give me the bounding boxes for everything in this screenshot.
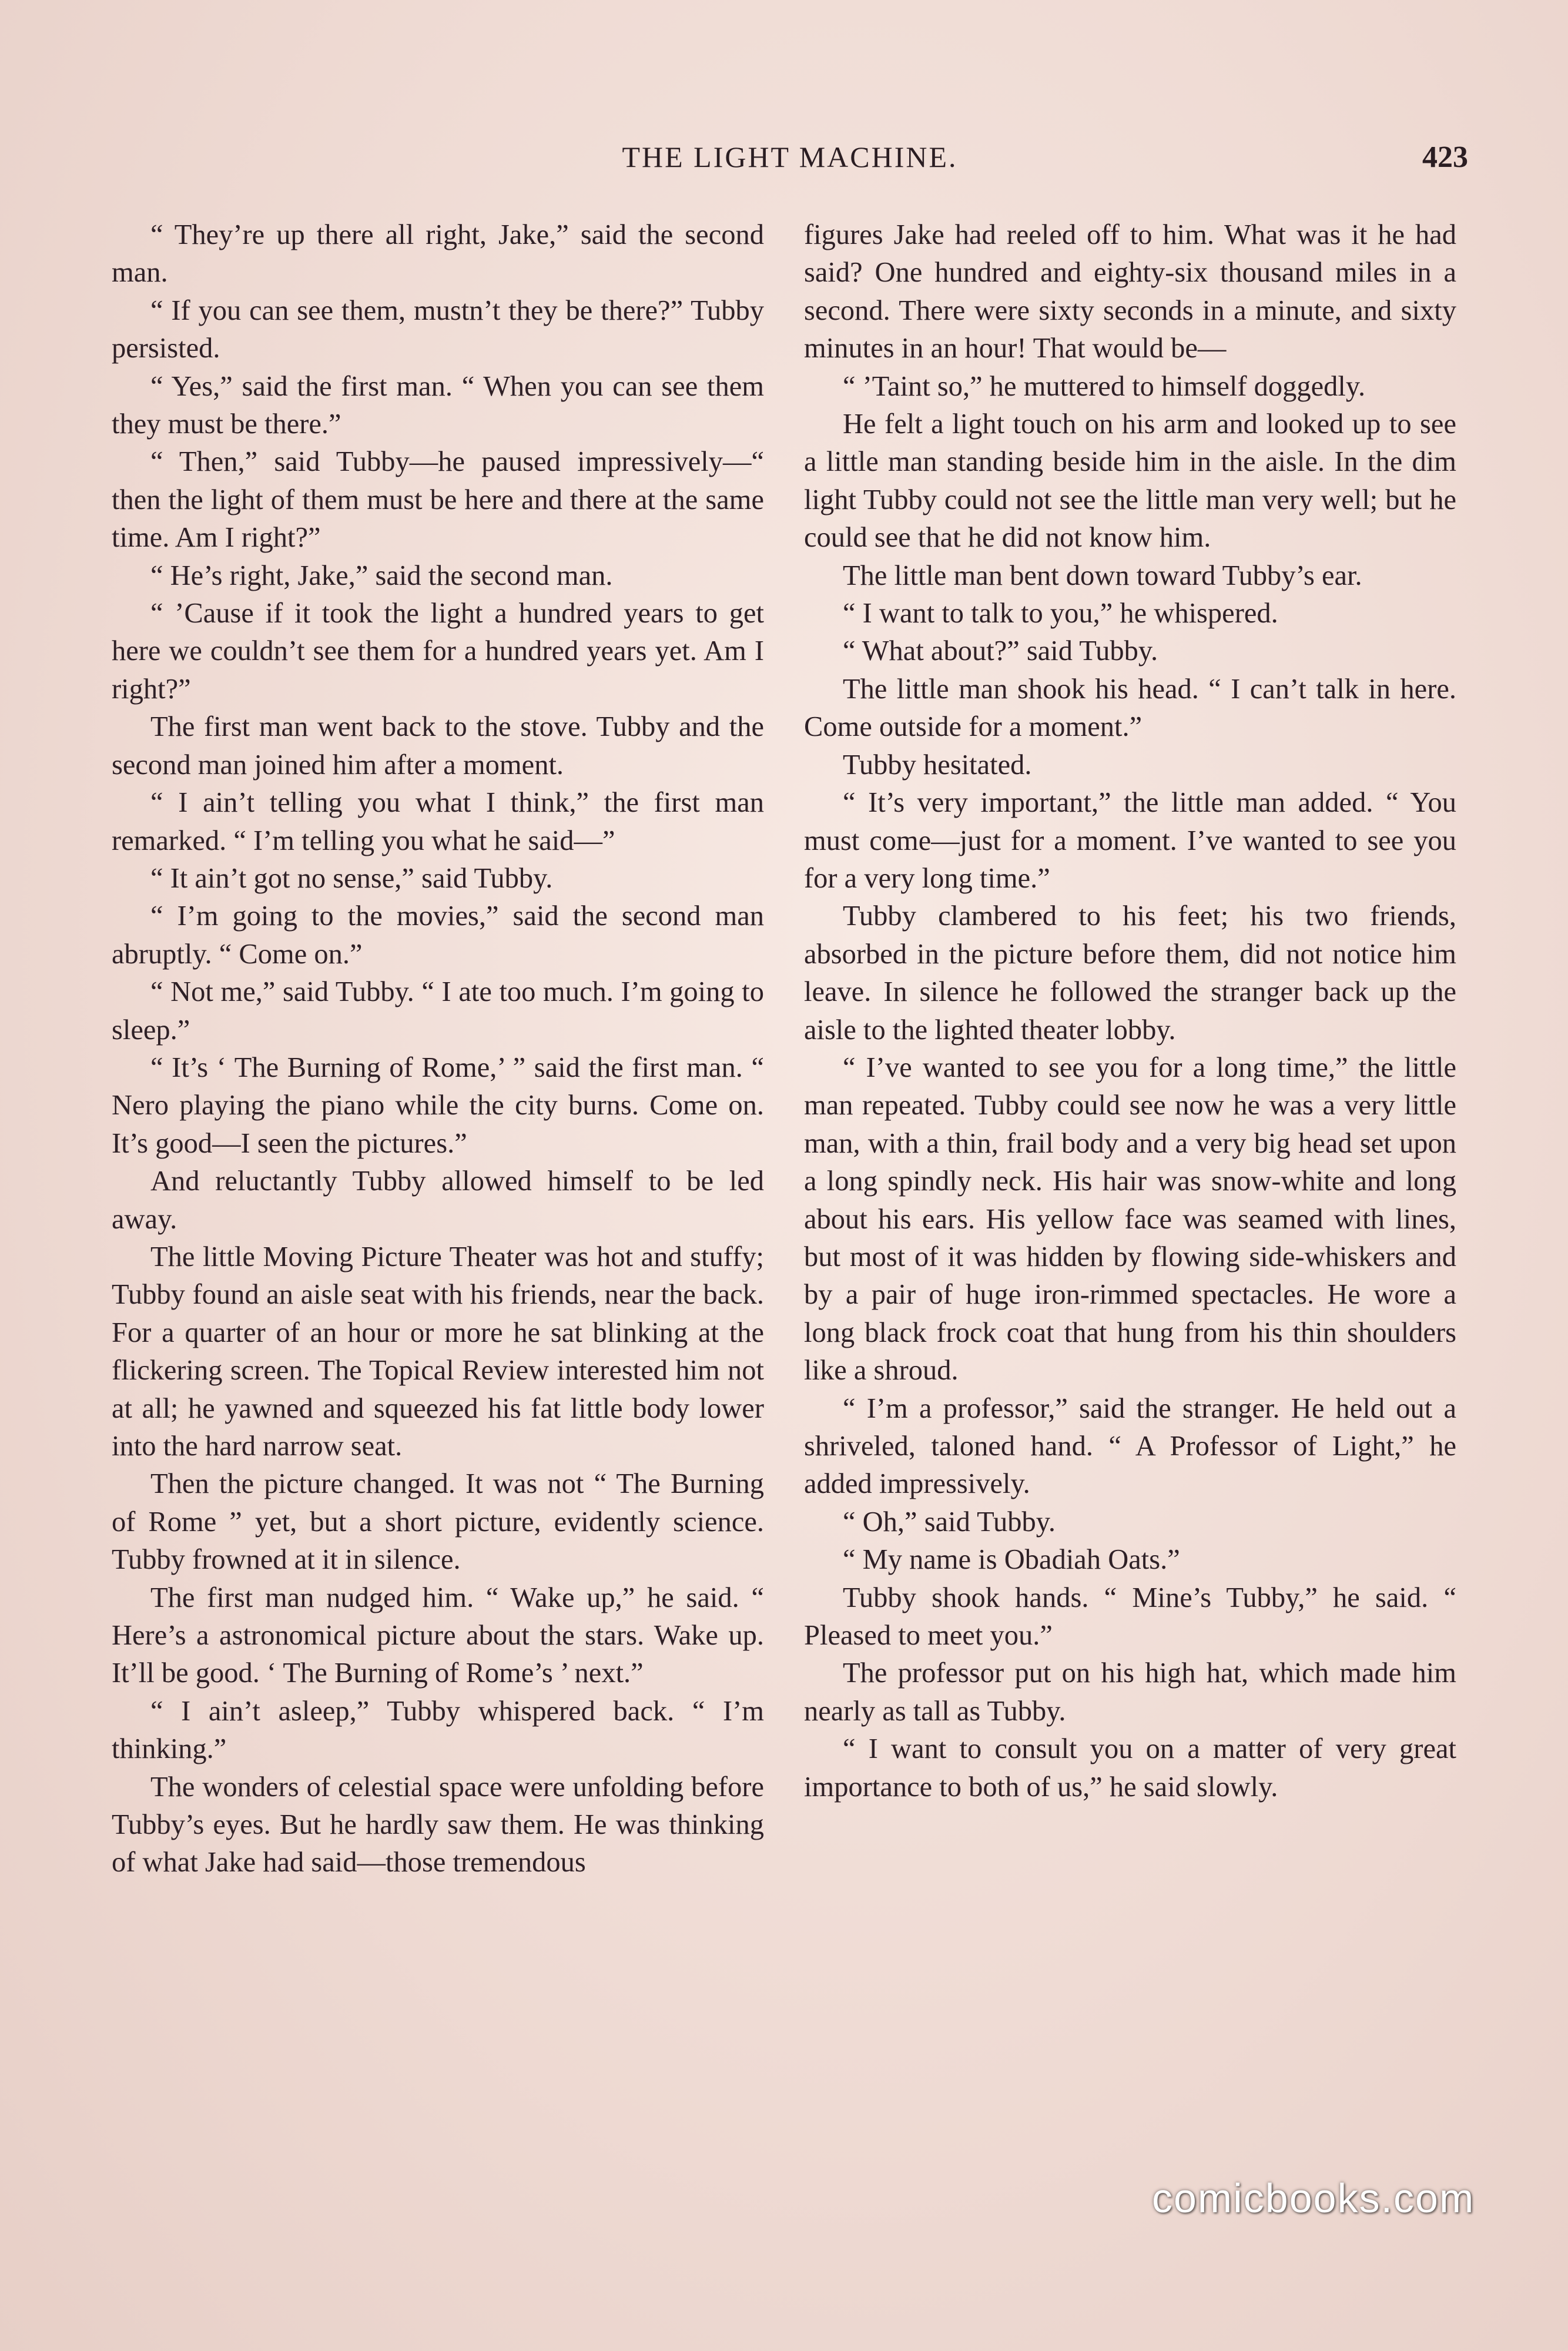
paragraph: The professor put on his high hat, which made him nearly as tall as Tubby.: [804, 1657, 1456, 1727]
paragraph: “ I’m a professor,” said the stranger. He held out a shriveled, taloned hand. “ A Professor of Light,” he added impressively.: [804, 1392, 1456, 1500]
paragraph: figures Jake had reeled off to him. What was it he had said? One hundred and eighty-six thousand miles in a second. There were sixty seconds in a minute, and sixty minutes in an hour! That would be—: [804, 219, 1456, 364]
paragraph: “ ’Taint so,” he muttered to himself doggedly.: [843, 370, 1366, 402]
paragraph: “ They’re up there all right, Jake,” said the second man.: [112, 219, 764, 289]
paragraph: Tubby clambered to his feet; his two friends, absorbed in the picture before them, did not notice him leave. In silence he followed the stranger back up the aisle to the lighted theater lobby.: [804, 900, 1456, 1046]
paragraph: “ I’ve wanted to see you for a long time,” the little man repeated. Tubby could see now he was a very little man, with a thin, frail body and a very big head set upon a long spindly neck. His hair was snow-white and long about his ears. His yellow face was seamed with lines, but most of it was hidden by flowing side-whiskers and by a pair of huge iron-rimmed spectacles. He wore a long black frock coat that hung from his thin shoulders like a shroud.: [804, 1051, 1456, 1387]
paragraph: Then the picture changed. It was not “ The Burning of Rome ” yet, but a short picture, evidently science. Tubby frowned at it in silence.: [112, 1468, 764, 1576]
paragraph: “ Then,” said Tubby—he paused impressively—“ then the light of them must be here and there at the same time. Am I right?”: [112, 446, 764, 554]
paragraph: “ He’s right, Jake,” said the second man.: [150, 560, 613, 591]
paragraph: The little man bent down toward Tubby’s ear.: [843, 560, 1362, 591]
paragraph: The first man went back to the stove. Tubby and the second man joined him after a moment.: [112, 711, 764, 781]
paragraph: The first man nudged him. “ Wake up,” he said. “ Here’s a astronomical picture about the stars. Wake up. It’ll be good. ‘ The Burning of Rome’s ’ next.”: [112, 1582, 764, 1689]
paragraph: “ I want to consult you on a matter of very great importance to both of us,” he said slowly.: [804, 1733, 1456, 1803]
paragraph: The little Moving Picture Theater was hot and stuffy; Tubby found an aisle seat with his friends, near the back. For a quarter of an hour or more he sat blinking at the flickering screen. The Topical Review interested him not at all; he yawned and squeezed his fat little body lower into the hard narrow seat.: [112, 1241, 764, 1462]
paragraph: “ Oh,” said Tubby.: [843, 1506, 1056, 1538]
paragraph: Tubby hesitated.: [843, 749, 1032, 781]
paragraph: “ It ain’t got no sense,” said Tubby.: [150, 862, 553, 894]
paragraph: “ If you can see them, mustn’t they be there?” Tubby persisted.: [112, 294, 764, 364]
right-column: [804, 216, 1456, 1806]
page-number: 423: [1422, 140, 1468, 174]
paragraph: “ It’s very important,” the little man added. “ You must come—just for a moment. I’ve wanted to see you for a very long time.”: [804, 787, 1456, 894]
paragraph: He felt a light touch on his arm and looked up to see a little man standing beside him in the aisle. In the dim light Tubby could not see the little man very well; but he could see that he did not know him.: [804, 408, 1456, 554]
paragraph: “ I’m going to the movies,” said the second man abruptly. “ Come on.”: [112, 900, 764, 970]
paragraph: The little man shook his head. “ I can’t talk in here. Come outside for a moment.”: [804, 673, 1456, 743]
left-column: [112, 216, 764, 1882]
paragraph: “ Not me,” said Tubby. “ I ate too much. I’m going to sleep.”: [112, 976, 764, 1046]
paragraph: Tubby shook hands. “ Mine’s Tubby,” he said. “ Pleased to meet you.”: [804, 1582, 1456, 1652]
paragraph: “ ’Cause if it took the light a hundred years to get here we couldn’t see them for a hundred years yet. Am I right?”: [112, 598, 764, 705]
paragraph: “ I ain’t asleep,” Tubby whispered back. “ I’m thinking.”: [112, 1695, 764, 1765]
paragraph: “ Yes,” said the first man. “ When you can see them they must be there.”: [112, 370, 764, 440]
paragraph: “ My name is Obadiah Oats.”: [843, 1544, 1180, 1576]
running-title: THE LIGHT MACHINE.: [622, 140, 958, 173]
paragraph: “ What about?” said Tubby.: [843, 635, 1158, 667]
paragraph: The wonders of celestial space were unfolding before Tubby’s eyes. But he hardly saw them. He was thinking of what Jake had said—those tremendous: [112, 1771, 764, 1878]
paragraph: “ I want to talk to you,” he whispered.: [843, 598, 1278, 629]
page-header: [112, 140, 1468, 193]
paragraph: “ It’s ‘ The Burning of Rome,’ ” said the first man. “ Nero playing the piano while the city burns. Come on. It’s good—I seen the pictures.”: [112, 1051, 764, 1159]
paragraph: “ I ain’t telling you what I think,” the first man remarked. “ I’m telling you what he said—”: [112, 787, 764, 856]
watermark-text: comicbooks.com: [1152, 2175, 1475, 2221]
paragraph: And reluctantly Tubby allowed himself to be led away.: [112, 1166, 764, 1235]
